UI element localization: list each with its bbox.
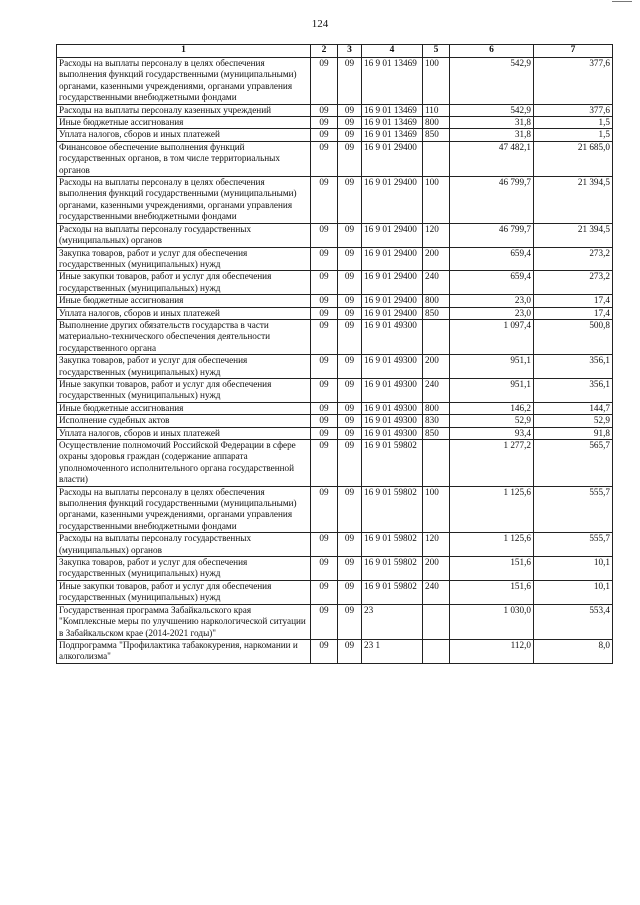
amount-planned-cell: 1 125,6 [450, 486, 534, 533]
amount-planned-cell: 659,4 [450, 247, 534, 271]
amount-planned-cell: 1 277,2 [450, 440, 534, 487]
table-row [57, 557, 613, 581]
amount-planned-cell: 659,4 [450, 271, 534, 295]
expense-type-cell: 200 [423, 355, 450, 379]
expense-name-cell: Иные бюджетные ассигнования [57, 117, 311, 129]
section-code-cell: 09 [311, 378, 338, 402]
amount-planned-cell: 46 799,7 [450, 223, 534, 247]
target-article-cell: 23 [362, 604, 423, 639]
amount-executed-cell: 1,5 [534, 129, 613, 141]
expense-type-cell: 120 [423, 533, 450, 557]
section-code-cell: 09 [311, 307, 338, 319]
amount-executed-cell: 21 394,5 [534, 223, 613, 247]
expense-type-cell: 200 [423, 557, 450, 581]
expense-name-cell: Уплата налогов, сборов и иных платежей [57, 129, 311, 141]
amount-planned-cell: 112,0 [450, 639, 534, 663]
expense-type-cell: 100 [423, 177, 450, 224]
expense-type-cell: 850 [423, 307, 450, 319]
section-code-cell: 09 [311, 440, 338, 487]
column-header: 1 [57, 45, 311, 58]
target-article-cell: 16 9 01 29400 [362, 307, 423, 319]
subsection-code-cell: 09 [338, 427, 362, 439]
amount-planned-cell: 151,6 [450, 557, 534, 581]
column-header: 6 [450, 45, 534, 58]
subsection-code-cell: 09 [338, 104, 362, 116]
amount-executed-cell: 8,0 [534, 639, 613, 663]
section-code-cell: 09 [311, 129, 338, 141]
expense-type-cell: 100 [423, 486, 450, 533]
expense-type-cell [423, 639, 450, 663]
column-header: 2 [311, 45, 338, 58]
section-code-cell: 09 [311, 557, 338, 581]
amount-executed-cell: 144,7 [534, 402, 613, 414]
amount-planned-cell: 47 482,1 [450, 141, 534, 176]
target-article-cell: 16 9 01 29400 [362, 271, 423, 295]
subsection-code-cell: 09 [338, 223, 362, 247]
table-row [57, 486, 613, 533]
amount-planned-cell: 151,6 [450, 580, 534, 604]
expense-name-cell: Расходы на выплаты персоналу в целях обеспечения выполнения функций государственными (муниципальными) органами, казенными учреждениями, органами управления государственными внебюджетными фондами [57, 486, 311, 533]
target-article-cell: 16 9 01 59802 [362, 557, 423, 581]
subsection-code-cell: 09 [338, 129, 362, 141]
subsection-code-cell: 09 [338, 486, 362, 533]
section-code-cell: 09 [311, 402, 338, 414]
amount-planned-cell: 146,2 [450, 402, 534, 414]
amount-executed-cell: 500,8 [534, 319, 613, 354]
table-row [57, 402, 613, 414]
amount-planned-cell: 1 030,0 [450, 604, 534, 639]
table-row [57, 104, 613, 116]
amount-executed-cell: 21 685,0 [534, 141, 613, 176]
subsection-code-cell: 09 [338, 402, 362, 414]
expense-type-cell: 850 [423, 129, 450, 141]
amount-executed-cell: 10,1 [534, 557, 613, 581]
expense-name-cell: Расходы на выплаты персоналу в целях обеспечения выполнения функций государственными (муниципальными) органами, казенными учреждениями, органами управления государственными внебюджетными фондами [57, 58, 311, 105]
expense-type-cell [423, 141, 450, 176]
target-article-cell: 16 9 01 49300 [362, 427, 423, 439]
section-code-cell: 09 [311, 271, 338, 295]
expense-name-cell: Подпрограмма "Профилактика табакокурения, наркомании и алкоголизма" [57, 639, 311, 663]
expense-type-cell: 800 [423, 402, 450, 414]
table-row [57, 307, 613, 319]
expense-type-cell: 240 [423, 378, 450, 402]
target-article-cell: 16 9 01 49300 [362, 319, 423, 354]
section-code-cell: 09 [311, 58, 338, 105]
expense-name-cell: Закупка товаров, работ и услуг для обеспечения государственных (муниципальных) нужд [57, 247, 311, 271]
expense-type-cell: 110 [423, 104, 450, 116]
expense-name-cell: Выполнение других обязательств государства в части материально-технического обеспечения деятельности государственного органа [57, 319, 311, 354]
amount-planned-cell: 951,1 [450, 355, 534, 379]
amount-executed-cell: 555,7 [534, 533, 613, 557]
table-row [57, 378, 613, 402]
amount-planned-cell: 93,4 [450, 427, 534, 439]
section-code-cell: 09 [311, 580, 338, 604]
table-row [57, 415, 613, 427]
target-article-cell: 16 9 01 29400 [362, 295, 423, 307]
amount-executed-cell: 21 394,5 [534, 177, 613, 224]
table-row [57, 271, 613, 295]
section-code-cell: 09 [311, 117, 338, 129]
amount-executed-cell: 1,5 [534, 117, 613, 129]
subsection-code-cell: 09 [338, 141, 362, 176]
amount-planned-cell: 1 125,6 [450, 533, 534, 557]
table-row [57, 533, 613, 557]
amount-executed-cell: 356,1 [534, 355, 613, 379]
target-article-cell: 16 9 01 59802 [362, 533, 423, 557]
subsection-code-cell: 09 [338, 58, 362, 105]
amount-executed-cell: 356,1 [534, 378, 613, 402]
section-code-cell: 09 [311, 486, 338, 533]
target-article-cell: 16 9 01 13469 [362, 58, 423, 105]
subsection-code-cell: 09 [338, 247, 362, 271]
scan-mark [612, 1, 632, 2]
subsection-code-cell: 09 [338, 295, 362, 307]
expense-name-cell: Закупка товаров, работ и услуг для обеспечения государственных (муниципальных) нужд [57, 557, 311, 581]
expense-type-cell: 850 [423, 427, 450, 439]
expense-type-cell: 120 [423, 223, 450, 247]
expense-name-cell: Расходы на выплаты персоналу казенных учреждений [57, 104, 311, 116]
table-row [57, 177, 613, 224]
subsection-code-cell: 09 [338, 533, 362, 557]
target-article-cell: 23 1 [362, 639, 423, 663]
expense-name-cell: Иные бюджетные ассигнования [57, 402, 311, 414]
expense-type-cell [423, 440, 450, 487]
section-code-cell: 09 [311, 427, 338, 439]
expense-name-cell: Расходы на выплаты персоналу государственных (муниципальных) органов [57, 533, 311, 557]
subsection-code-cell: 09 [338, 580, 362, 604]
subsection-code-cell: 09 [338, 604, 362, 639]
table-row [57, 604, 613, 639]
target-article-cell: 16 9 01 49300 [362, 402, 423, 414]
target-article-cell: 16 9 01 29400 [362, 141, 423, 176]
subsection-code-cell: 09 [338, 117, 362, 129]
amount-executed-cell: 17,4 [534, 295, 613, 307]
section-code-cell: 09 [311, 247, 338, 271]
amount-planned-cell: 23,0 [450, 295, 534, 307]
amount-executed-cell: 553,4 [534, 604, 613, 639]
expense-name-cell: Уплата налогов, сборов и иных платежей [57, 427, 311, 439]
amount-planned-cell: 542,9 [450, 104, 534, 116]
amount-planned-cell: 951,1 [450, 378, 534, 402]
amount-executed-cell: 17,4 [534, 307, 613, 319]
expense-type-cell: 800 [423, 117, 450, 129]
table-row [57, 141, 613, 176]
subsection-code-cell: 09 [338, 639, 362, 663]
amount-executed-cell: 273,2 [534, 247, 613, 271]
budget-table [56, 44, 613, 664]
target-article-cell: 16 9 01 49300 [362, 378, 423, 402]
subsection-code-cell: 09 [338, 415, 362, 427]
amount-executed-cell: 52,9 [534, 415, 613, 427]
amount-executed-cell: 10,1 [534, 580, 613, 604]
table-row [57, 440, 613, 487]
table-row [57, 319, 613, 354]
target-article-cell: 16 9 01 29400 [362, 247, 423, 271]
target-article-cell: 16 9 01 59802 [362, 580, 423, 604]
section-code-cell: 09 [311, 533, 338, 557]
section-code-cell: 09 [311, 355, 338, 379]
expense-name-cell: Уплата налогов, сборов и иных платежей [57, 307, 311, 319]
target-article-cell: 16 9 01 29400 [362, 223, 423, 247]
subsection-code-cell: 09 [338, 177, 362, 224]
amount-planned-cell: 23,0 [450, 307, 534, 319]
table-header-row [57, 45, 613, 58]
target-article-cell: 16 9 01 29400 [362, 177, 423, 224]
section-code-cell: 09 [311, 295, 338, 307]
table-row [57, 58, 613, 105]
amount-executed-cell: 91,8 [534, 427, 613, 439]
table-row [57, 580, 613, 604]
table-row [57, 427, 613, 439]
section-code-cell: 09 [311, 639, 338, 663]
section-code-cell: 09 [311, 104, 338, 116]
table-row [57, 129, 613, 141]
expense-type-cell: 800 [423, 295, 450, 307]
page-number: 124 [311, 18, 329, 30]
column-header: 4 [362, 45, 423, 58]
amount-planned-cell: 542,9 [450, 58, 534, 105]
expense-name-cell: Исполнение судебных актов [57, 415, 311, 427]
amount-planned-cell: 31,8 [450, 117, 534, 129]
section-code-cell: 09 [311, 177, 338, 224]
expense-name-cell: Иные закупки товаров, работ и услуг для обеспечения государственных (муниципальных) нужд [57, 580, 311, 604]
expense-name-cell: Расходы на выплаты персоналу в целях обеспечения выполнения функций государственными (муниципальными) органами, казенными учреждениями, органами управления государственными внебюджетными фондами [57, 177, 311, 224]
table-row [57, 117, 613, 129]
expense-name-cell: Государственная программа Забайкальского края "Комплексные меры по улучшению наркологической ситуации в Забайкальском крае (2014-2021 годы)" [57, 604, 311, 639]
subsection-code-cell: 09 [338, 271, 362, 295]
target-article-cell: 16 9 01 49300 [362, 355, 423, 379]
subsection-code-cell: 09 [338, 355, 362, 379]
expense-type-cell: 240 [423, 271, 450, 295]
subsection-code-cell: 09 [338, 307, 362, 319]
column-header: 7 [534, 45, 613, 58]
expense-type-cell: 240 [423, 580, 450, 604]
subsection-code-cell: 09 [338, 557, 362, 581]
expense-name-cell: Закупка товаров, работ и услуг для обеспечения государственных (муниципальных) нужд [57, 355, 311, 379]
expense-name-cell: Осуществление полномочий Российской Федерации в сфере охраны здоровья граждан (содержание аппарата уполномоченного исполнительного органа государственной власти) [57, 440, 311, 487]
table-row [57, 223, 613, 247]
amount-planned-cell: 31,8 [450, 129, 534, 141]
target-article-cell: 16 9 01 49300 [362, 415, 423, 427]
table-row [57, 295, 613, 307]
expense-name-cell: Иные закупки товаров, работ и услуг для обеспечения государственных (муниципальных) нужд [57, 271, 311, 295]
expense-type-cell: 200 [423, 247, 450, 271]
column-header: 3 [338, 45, 362, 58]
target-article-cell: 16 9 01 13469 [362, 129, 423, 141]
column-header: 5 [423, 45, 450, 58]
section-code-cell: 09 [311, 604, 338, 639]
section-code-cell: 09 [311, 415, 338, 427]
table-row [57, 639, 613, 663]
expense-name-cell: Иные закупки товаров, работ и услуг для обеспечения государственных (муниципальных) нужд [57, 378, 311, 402]
table-row [57, 247, 613, 271]
subsection-code-cell: 09 [338, 378, 362, 402]
expense-type-cell [423, 319, 450, 354]
amount-executed-cell: 377,6 [534, 104, 613, 116]
amount-executed-cell: 377,6 [534, 58, 613, 105]
section-code-cell: 09 [311, 141, 338, 176]
amount-executed-cell: 555,7 [534, 486, 613, 533]
amount-planned-cell: 46 799,7 [450, 177, 534, 224]
expense-type-cell: 830 [423, 415, 450, 427]
table-body [57, 58, 613, 664]
expense-name-cell: Финансовое обеспечение выполнения функций государственных органов, в том числе территориальных органов [57, 141, 311, 176]
expense-name-cell: Расходы на выплаты персоналу государственных (муниципальных) органов [57, 223, 311, 247]
amount-executed-cell: 565,7 [534, 440, 613, 487]
target-article-cell: 16 9 01 13469 [362, 104, 423, 116]
target-article-cell: 16 9 01 59802 [362, 486, 423, 533]
expense-type-cell [423, 604, 450, 639]
amount-executed-cell: 273,2 [534, 271, 613, 295]
section-code-cell: 09 [311, 319, 338, 354]
subsection-code-cell: 09 [338, 319, 362, 354]
target-article-cell: 16 9 01 59802 [362, 440, 423, 487]
table-row [57, 355, 613, 379]
amount-planned-cell: 52,9 [450, 415, 534, 427]
amount-planned-cell: 1 097,4 [450, 319, 534, 354]
section-code-cell: 09 [311, 223, 338, 247]
target-article-cell: 16 9 01 13469 [362, 117, 423, 129]
expense-type-cell: 100 [423, 58, 450, 105]
subsection-code-cell: 09 [338, 440, 362, 487]
expense-name-cell: Иные бюджетные ассигнования [57, 295, 311, 307]
